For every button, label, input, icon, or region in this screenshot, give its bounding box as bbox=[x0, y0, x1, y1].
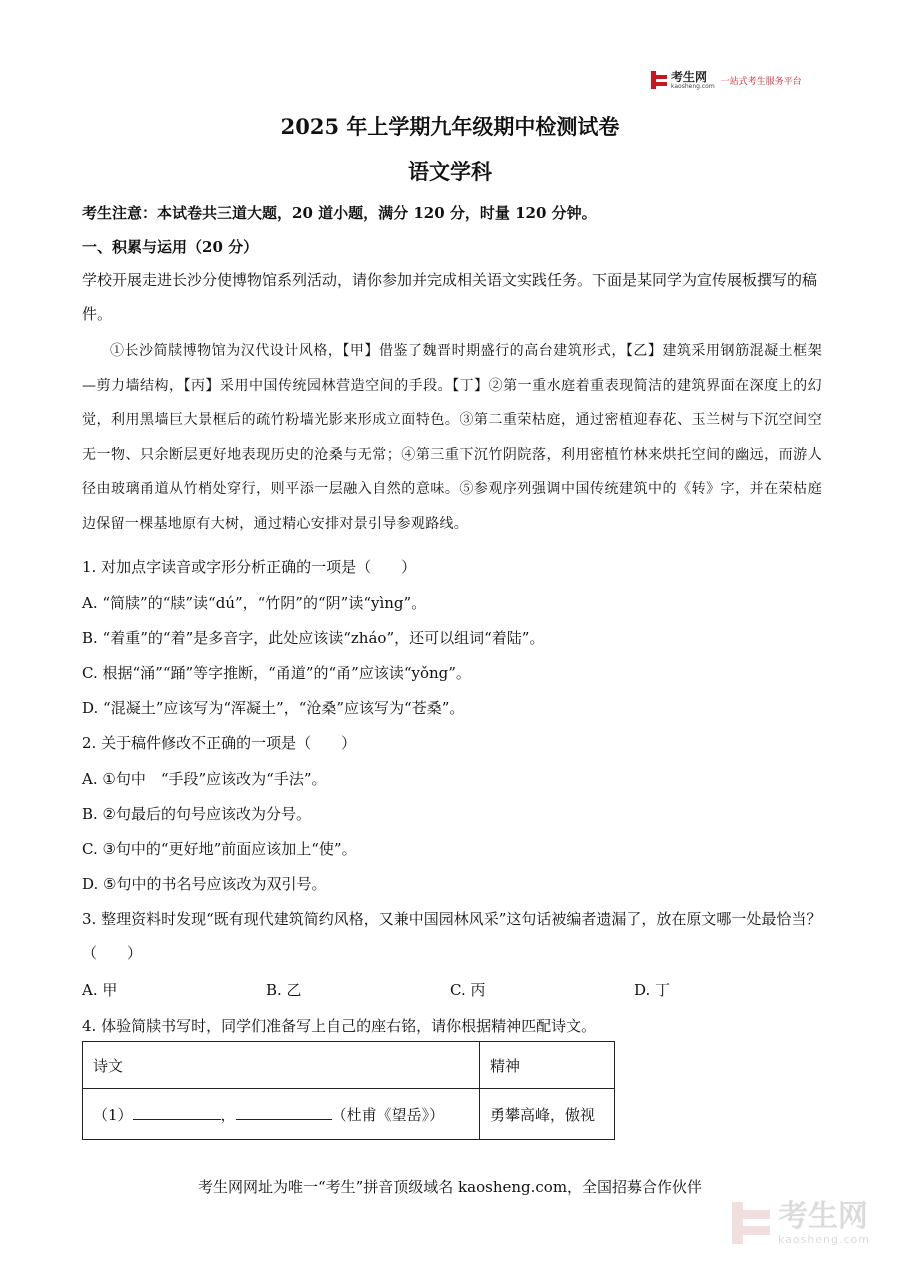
logo-name: 考生网 bbox=[671, 69, 708, 84]
question-1-option-b: B. “着重”的“着”是多音字，此处应该读“zháo”，还可以组词“着陆”。 bbox=[82, 629, 545, 647]
watermark-text bbox=[777, 1198, 870, 1246]
question-1-stem: 1. 对加点字读音或字形分析正确的一项是（ ） bbox=[82, 558, 417, 576]
poem-source: （杜甫《望岳》） bbox=[331, 1106, 445, 1124]
question-1-option-a: A. “简牍”的“牍”读“dú”，“竹阴”的“阴”读“yìng”。 bbox=[82, 594, 427, 612]
table-header-poem: 诗文 bbox=[83, 1042, 480, 1089]
table-row-spirit: 勇攀高峰，傲视 bbox=[480, 1089, 615, 1140]
table-header-spirit: 精神 bbox=[480, 1042, 615, 1089]
table-row-poem bbox=[83, 1089, 480, 1140]
watermark-domain: kaosheng.com bbox=[777, 1232, 870, 1246]
watermark-name: 考生网 bbox=[777, 1198, 868, 1234]
watermark bbox=[732, 1200, 870, 1246]
exam-subject: 语文学科 bbox=[408, 159, 492, 184]
question-3-option-b: B. 乙 bbox=[266, 981, 302, 999]
question-2-option-d: D. ⑤句中的书名号应该改为双引号。 bbox=[82, 875, 327, 893]
header-logo bbox=[651, 68, 802, 92]
logo-name-block bbox=[671, 71, 715, 90]
watermark-logo-icon bbox=[732, 1200, 772, 1246]
blank-separator: ， bbox=[220, 1106, 236, 1124]
question-3-option-c: C. 丙 bbox=[450, 981, 486, 999]
poem-matching-table bbox=[82, 1041, 615, 1140]
row-number: （1） bbox=[93, 1106, 133, 1124]
question-4-stem: 4. 体验简牍书写时，同学们准备写上自己的座右铭，请你根据精神匹配诗文。 bbox=[82, 1017, 597, 1035]
section-intro: 学校开展走进长沙分使博物馆系列活动，请你参加并完成相关语文实践任务。下面是某同学为宣传展板撰写的稿件。 bbox=[82, 271, 818, 323]
answer-blank-2[interactable] bbox=[236, 1103, 332, 1120]
exam-notice: 考生注意：本试卷共三道大题，20 道小题，满分 120 分，时量 120 分钟。 bbox=[82, 204, 597, 222]
question-2-option-b: B. ②句最后的句号应该改为分号。 bbox=[82, 805, 312, 823]
exam-title: 2025 年上学期九年级期中检测试卷 bbox=[280, 114, 620, 139]
section-heading: 一、积累与运用（20 分） bbox=[82, 238, 259, 256]
question-2-option-a: A. ①句中 “手段”应该改为“手法”。 bbox=[82, 770, 327, 788]
question-1-option-d: D. “混凝土”应该写为“浑凝土”，“沧桑”应该写为“苍桑”。 bbox=[82, 699, 465, 717]
question-1-option-c: C. 根据“涌”“踊”等字推断，“甬道”的“甬”应该读“yǒng”。 bbox=[82, 664, 471, 682]
kaosheng-logo-icon bbox=[651, 69, 667, 91]
question-3-option-a: A. 甲 bbox=[82, 981, 118, 999]
logo-slogan: 一站式考生服务平台 bbox=[720, 76, 802, 87]
question-2-option-c: C. ③句中的“更好地”前面应该加上“使”。 bbox=[82, 840, 357, 858]
answer-blank-1[interactable] bbox=[133, 1103, 221, 1120]
question-2-stem: 2. 关于稿件修改不正确的一项是（ ） bbox=[82, 734, 357, 752]
question-3-option-d: D. 丁 bbox=[634, 981, 671, 999]
page-footer: 考生网网址为唯一“考生”拼音顶级域名 kaosheng.com，全国招募合作伙伴 bbox=[197, 1178, 703, 1196]
reading-passage: ①长沙简牍博物馆为汉代设计风格，【甲】借鉴了魏晋时期盛行的高台建筑形式，【乙】建筑采用钢筋混凝土框架—剪力墙结构，【丙】采用中国传统园林营造空间的手段。【丁】②第一重水庭着重表现简洁的建筑界面在深度上的幻觉，利用黑墙巨大景框后的疏竹粉墙光影来形成立面特色。③第二重荣枯庭，通过密植迎春花、玉兰树与下沉空间空无一物、只余断层更好地表现历史的沧桑与无常；④第三重下沉竹阴院落，利用密植竹林来烘托空间的幽远，而游人径由玻璃甬道从竹梢处穿行，则平添一层融入自然的意味。⑤参观序列强调中国传统建筑中的《转》字，并在荣枯庭边保留一棵基地原有大树，通过精心安排对景引导参观路线。 bbox=[82, 343, 822, 532]
logo-domain: kaosheng.com bbox=[671, 82, 715, 90]
question-3-stem: 3. 整理资料时发现“既有现代建筑简约风格，又兼中国园林风采”这句话被编者遗漏了，放在原文哪一处最恰当？（ ） bbox=[82, 910, 822, 962]
